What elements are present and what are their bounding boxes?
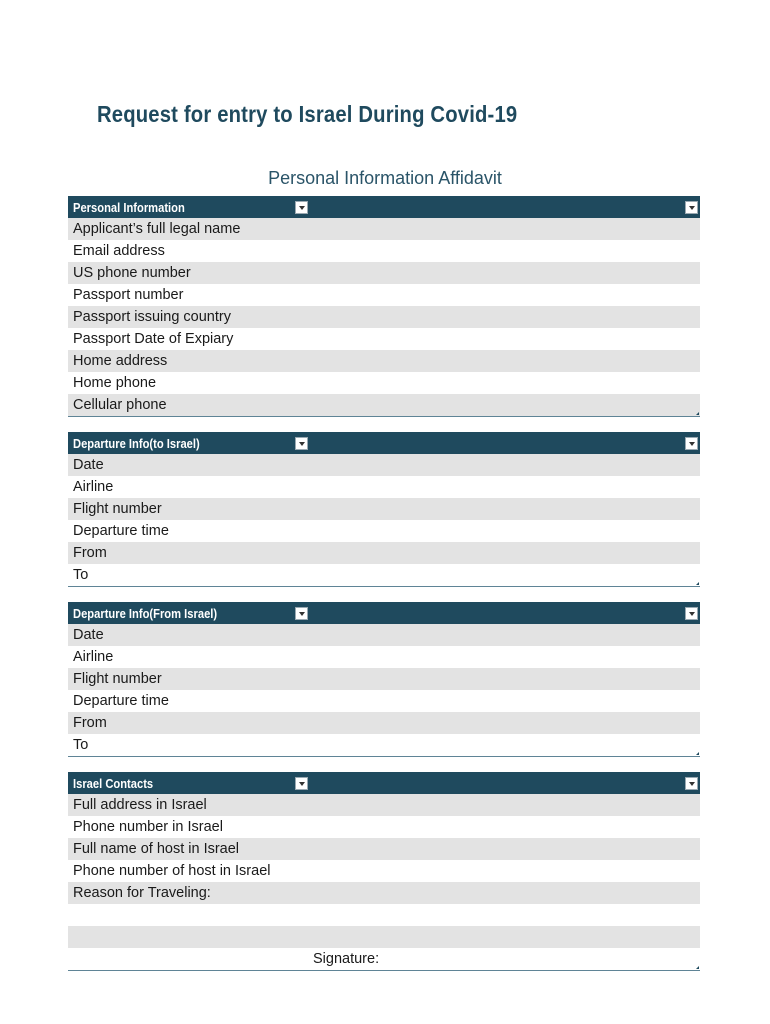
section-divider — [68, 970, 700, 973]
resize-handle-icon[interactable] — [696, 752, 699, 755]
field-row[interactable]: Email address — [73, 243, 165, 259]
field-row[interactable]: Full address in Israel — [68, 794, 700, 816]
chevron-down-icon[interactable] — [295, 607, 308, 620]
field-row[interactable]: Flight number — [68, 498, 700, 520]
field-row[interactable]: Home address — [68, 350, 700, 372]
field-row[interactable]: To — [73, 737, 89, 753]
field-row[interactable]: Airline — [73, 649, 114, 665]
field-row[interactable]: Passport Date of Expiary — [73, 331, 234, 347]
section-divider — [68, 586, 700, 589]
signature-row[interactable] — [68, 948, 700, 970]
chevron-down-icon[interactable] — [295, 777, 308, 790]
field-row[interactable]: Departure time — [73, 693, 169, 709]
chevron-down-icon[interactable] — [295, 201, 308, 214]
field-row[interactable]: Departure time — [73, 523, 169, 539]
chevron-down-icon[interactable] — [685, 607, 698, 620]
section-header — [68, 772, 700, 794]
field-row[interactable]: Airline — [73, 479, 114, 495]
section-departure-to-israel — [68, 432, 700, 589]
field-row[interactable]: Reason for Traveling: — [68, 882, 700, 904]
section-israel-contacts — [68, 772, 700, 973]
chevron-down-icon[interactable] — [685, 777, 698, 790]
field-row[interactable]: From — [68, 542, 700, 564]
field-row[interactable]: Phone number of host in Israel — [73, 863, 271, 879]
chevron-down-icon[interactable] — [685, 437, 698, 450]
section-header — [68, 602, 700, 624]
section-divider — [68, 416, 700, 419]
chevron-down-icon[interactable] — [295, 437, 308, 450]
section-header-label: Personal Information — [73, 200, 185, 215]
resize-handle-icon[interactable] — [696, 582, 699, 585]
field-row[interactable]: Cellular phone — [68, 394, 700, 416]
resize-handle-icon[interactable] — [696, 412, 699, 415]
field-row[interactable]: Phone number in Israel — [73, 819, 223, 835]
section-header-label: Departure Info(to Israel) — [73, 436, 200, 451]
page-title: Request for entry to Israel During Covid-19 — [97, 101, 518, 127]
resize-handle-icon[interactable] — [696, 966, 699, 969]
section-departure-from-israel — [68, 602, 700, 759]
section-header — [68, 196, 700, 218]
field-row[interactable]: Full name of host in Israel — [68, 838, 700, 860]
page-subtitle: Personal Information Affidavit — [268, 168, 502, 188]
field-row[interactable]: To — [73, 567, 89, 583]
section-divider — [68, 756, 700, 759]
field-row[interactable]: US phone number — [68, 262, 700, 284]
section-header — [68, 432, 700, 454]
field-row[interactable] — [68, 904, 700, 926]
section-header-label: Israel Contacts — [73, 776, 154, 791]
signature-label: Signature: — [313, 951, 380, 967]
chevron-down-icon[interactable] — [685, 201, 698, 214]
field-row[interactable]: Passport number — [73, 287, 184, 303]
field-row[interactable]: Applicant’s full legal name — [68, 218, 700, 240]
field-row[interactable]: Home phone — [73, 375, 157, 391]
field-row[interactable]: Flight number — [68, 668, 700, 690]
field-row[interactable]: Date — [68, 454, 700, 476]
field-row[interactable] — [68, 926, 700, 948]
field-row[interactable]: Date — [68, 624, 700, 646]
section-header-label: Departure Info(From Israel) — [73, 606, 218, 621]
field-row[interactable]: From — [68, 712, 700, 734]
field-row[interactable]: Passport issuing country — [68, 306, 700, 328]
section-personal-information — [68, 196, 700, 419]
